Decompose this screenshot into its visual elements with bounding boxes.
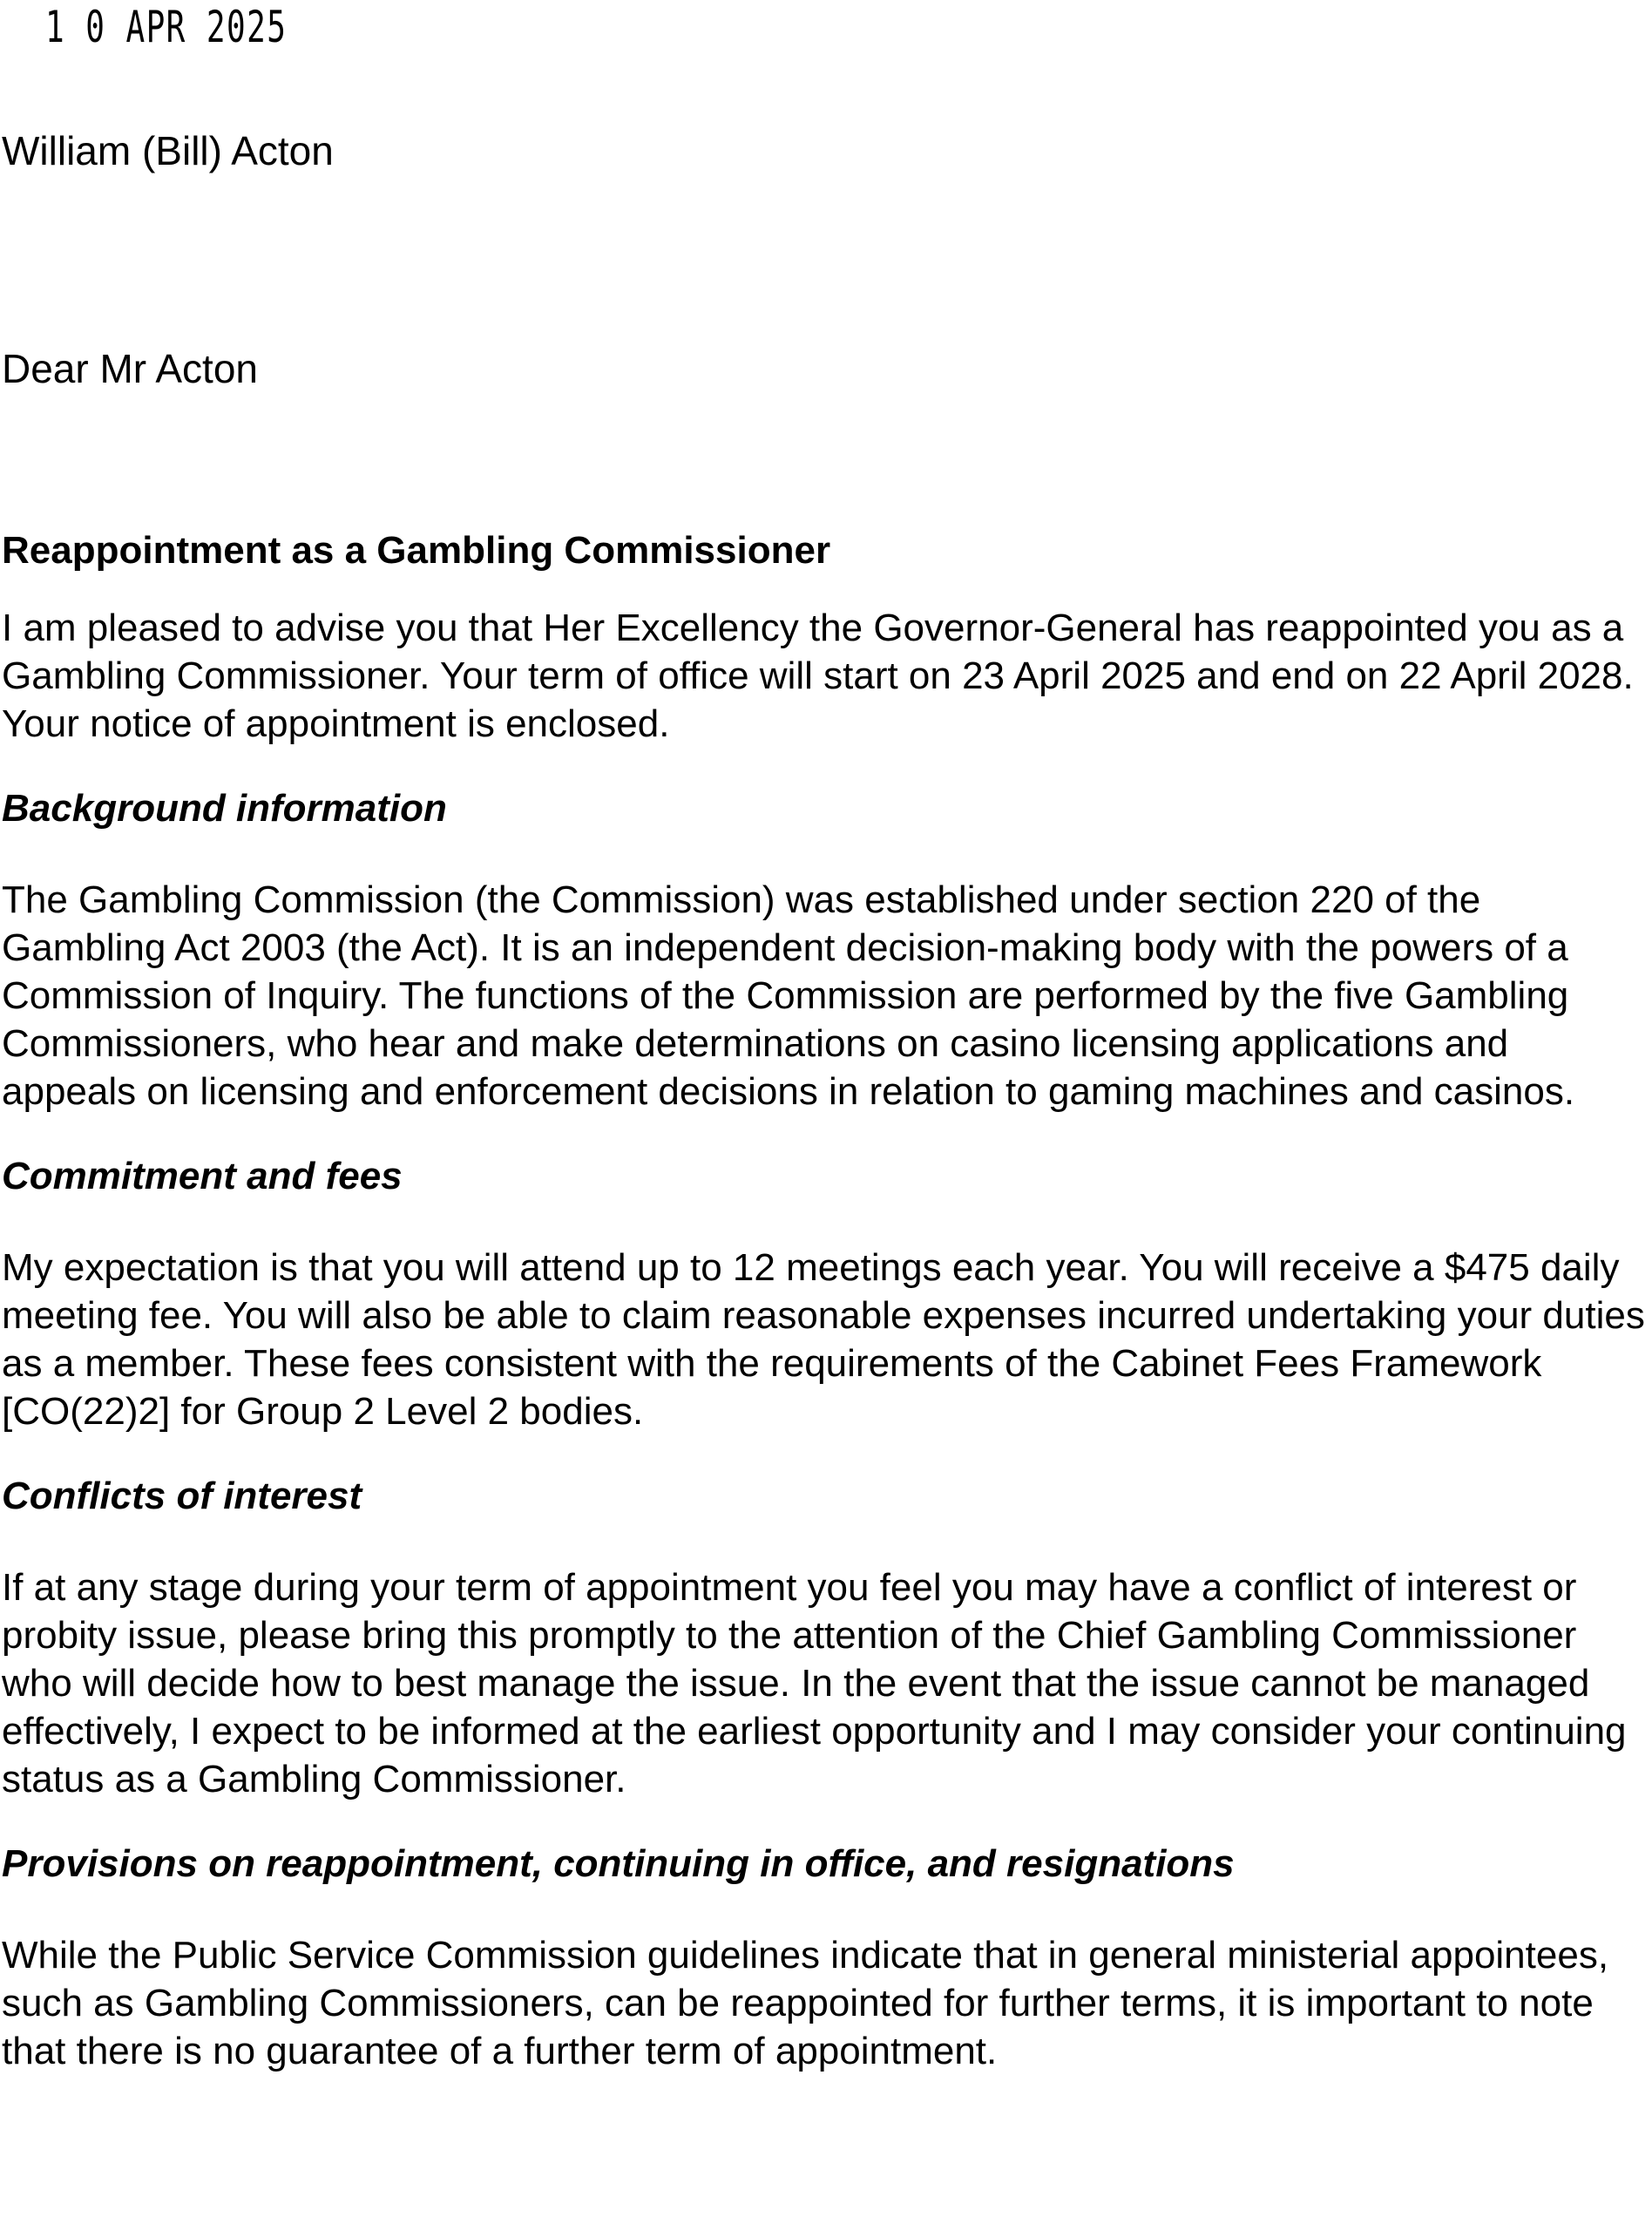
section-text-background: The Gambling Commission (the Commission) was established under section 220 of the Gambling Act 2003 (the Act). It is an independent decision-making body with the powers of a Commission of Inquiry. The functions of the Commission are performed by the five Gambling Commissioners, who hear and make determinations on casino licensing applications and appeals on licensing and enforcement decisions in relation to gaming machines and casinos.	[2, 878, 1575, 1113]
section-text-conflicts: If at any stage during your term of appointment you feel you may have a conflict of interest or probity issue, please bring this promptly to the attention of the Chief Gambling Commissioner who will decide how to best manage the issue. In the event that the issue cannot be managed effectively, I expect to be informed at the earliest opportunity and I may consider your continuing status as a Gambling Commissioner.	[2, 1566, 1627, 1800]
letter-subject: Reappointment as a Gambling Commissioner	[2, 529, 831, 572]
intro-paragraph: I am pleased to advise you that Her Excellency the Governor-General has reappointed you as a Gambling Commissioner. Your term of office will start on 23 April 2025 and end on 22 April 2028. Your notice of appointment is enclosed.	[2, 607, 1634, 745]
section-heading-commitment: Commitment and fees	[2, 1155, 403, 1197]
section-text-provisions: While the Public Service Commission guidelines indicate that in general ministerial appointees, such as Gambling Commissioners, can be reappointed for further terms, it is important to note that there is no guarantee of a further term of appointment.	[2, 1934, 1609, 2072]
section-heading-provisions: Provisions on reappointment, continuing in office, and resignations	[2, 1842, 1235, 1885]
salutation: Dear Mr Acton	[2, 346, 258, 391]
date-stamp: 1 0 APR 2025	[45, 2, 288, 52]
addressee-name: William (Bill) Acton	[2, 128, 334, 173]
section-text-commitment: My expectation is that you will attend up to 12 meetings each year. You will receive a $475 daily meeting fee. You will also be able to claim reasonable expenses incurred undertaking your duties as a member. These fees consistent with the requirements of the Cabinet Fees Framework [CO(22)2] for Group 2 Level 2 bodies.	[2, 1246, 1645, 1433]
section-heading-conflicts: Conflicts of interest	[2, 1475, 362, 1517]
section-heading-background: Background information	[2, 787, 447, 830]
letter-body	[2, 526, 1649, 2112]
